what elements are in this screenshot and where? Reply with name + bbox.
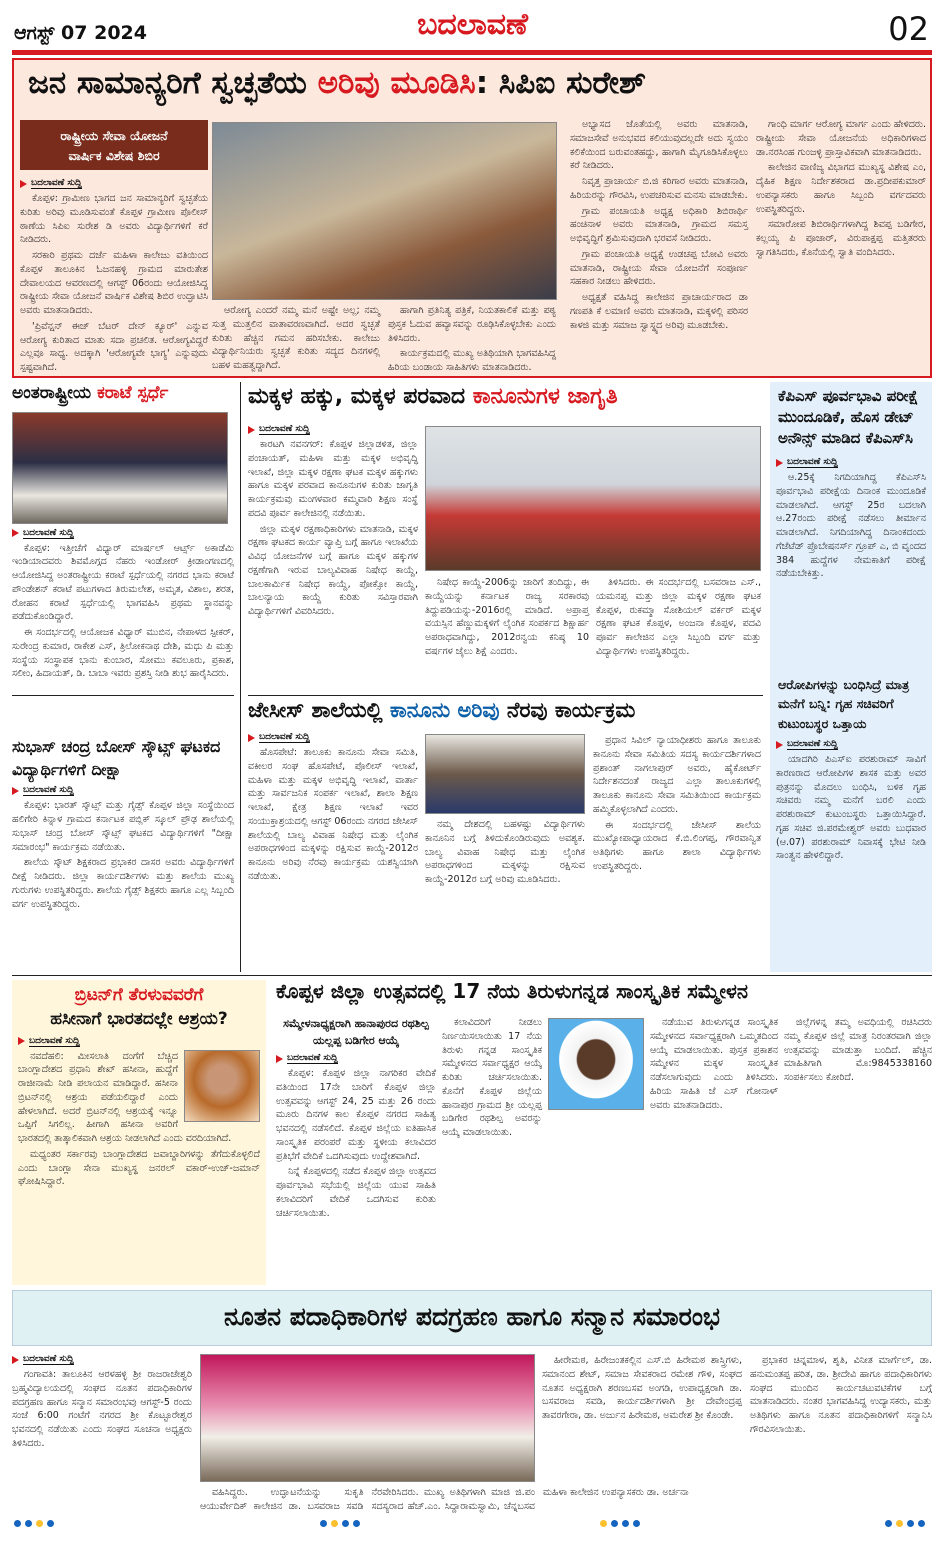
column-rule <box>240 382 241 972</box>
jcs-headline: ಜೇಸೀಸ್ ಶಾಲೆಯಲ್ಲಿ ಕಾನೂನು ಅರಿವು ನೆರವು ಕಾರ್ಯಕ್ರಮ <box>248 698 636 722</box>
hasina-article: ಬ್ರಿಟನ್‌ಗೆ ತೆರಳುವವರೆಗೆ ಹಸೀನಾಗೆ ಭಾರತದಲ್ಲೇ ಆಶ್ರಯ? ಬದಲಾವಣೆ ಸುದ್ದಿ ನವದೆಹಲಿ: ಮೀಸಲಾತಿ ದಂಗೆಗೆ ಬೆಚ್ಚಿದ ಬಾಂಗ್ಲಾದೇಶದ ಪ್ರಧಾನಿ ಶೇಖ್ ಹಸೀನಾ, ಹುದ್ದೆಗೆ ರಾಜೀನಾಮೆ ನೀಡಿ ಪಲಾಯನ ಮಾಡಿದ್ದಾರೆ. ಹಸೀನಾ ಬ್ರಿಟನ್‌ನಲ್ಲಿ ಆಶ್ರಯ ಪಡೆಯಲಿದ್ದಾರೆ ಎಂದು ಹೇಳಲಾಗಿದೆ. ಅದರೆ ಬ್ರಿಟನ್‌ನಲ್ಲಿ ಆಶ್ರಯಕ್ಕೆ ಇನ್ನೂ ಒಪ್ಪಿಗೆ ಸಿಗಲಿಲ್ಲ. ಹೀಗಾಗಿ ಹಸೀನಾ ಅವರಿಗೆ ಭಾರತದಲ್ಲಿ ತಾತ್ಕಾಲಿಕವಾಗಿ ಆಶ್ರಯ ನೀಡಲಾಗಿದೆ ಎಂದು ವರದಿಯಾಗಿದೆ. ಮಧ್ಯಂತರ ಸರ್ಕಾರವು ಬಾಂಗ್ಲಾದೇಶದ ಜವಾಬ್ದಾರಿಗಳನ್ನು ತೆಗೆದುಕೊಳ್ಳಲಿದೆ ಎಂದು ಬಾಂಗ್ಲಾ ಸೇನಾ ಮುಖ್ಯಸ್ಥ ಜನರಲ್ ವಕಾರ್-ಉಜ್-ಜಮಾನ್ ಘೋಷಿಸಿದ್ದಾರೆ. <box>12 980 266 1285</box>
children-headline: ಮಕ್ಕಳ ಹಕ್ಕು, ಮಕ್ಕಳ ಪರವಾದ ಕಾನೂನುಗಳ ಜಾಗೃತಿ <box>248 384 618 409</box>
scouts-article: ಸುಭಾಸ್ ಚಂದ್ರ ಬೋಸ್ ಸ್ಕೌಟ್ಸ್ ಘಟಕದ ವಿದ್ಯಾರ್ಥಿಗಳಿಗೆ ದೀಕ್ಷಾ ಬದಲಾವಣೆ ಸುದ್ದಿ ಕೊಪ್ಪಳ: ಭಾರತ್ ಸ್ಕೌಟ್ಸ್ ಮತ್ತು ಗೈಡ್ಸ್ ಕೊಪ್ಪಳ ಜಿಲ್ಲಾ ಸಂಸ್ಥೆಯಿಂದ ಹಲಿಗೇರಿ ಕಿನ್ನಾಳ ಗ್ರಾಮದ ಕರ್ನಾಟಕ ಪಬ್ಲಿಕ್ ಸ್ಕೂಲ್ ಪ್ರೌಢ ಶಾಲೆಯಲ್ಲಿ ಸುಭಾಸ್ ಚಂದ್ರ ಬೋಸ್ ಸ್ಕೌಟ್ಸ್ ಘಟಕದ ವಿದ್ಯಾರ್ಥಿಗಳಿಗೆ "ದೀಕ್ಷಾ ಸಮಾರಂಭ" ಕಾರ್ಯಕ್ರಮ ನಡೆಯಿತು. ಶಾಲೆಯ ಸ್ಕೌಟ್ ಶಿಕ್ಷಕರಾದ ಪ್ರಭಾಕರ ದಾಸರ ಅವರು ವಿದ್ಯಾರ್ಥಿಗಳಿಗೆ ದೀಕ್ಷೆ ನೀಡಿದರು. ಜಿಲ್ಲಾ ಕಾರ್ಯದರ್ಶಿಗಳು ಮತ್ತು ಶಾಲೆಯ ಮುಖ್ಯ ಗುರುಗಳು ಉಪಸ್ಥಿತರಿದ್ದರು. ಶಾಲೆಯ ಗೈಡ್ಸ್ ಶಿಕ್ಷಕರು ಹಾಗೂ ಎಲ್ಲ ಸಿಬ್ಬಂದಿ ವರ್ಗ ಉಪಸ್ಥಿತರಿದ್ದರು. <box>12 737 234 910</box>
byline: ಬದಲಾವಣೆ ಸುದ್ದಿ <box>248 732 418 743</box>
banner-headline-box <box>12 1290 932 1346</box>
hasina-headline: ಬ್ರಿಟನ್‌ಗೆ ತೆರಳುವವರೆಗೆ ಹಸೀನಾಗೆ ಭಾರತದಲ್ಲೇ ಆಶ್ರಯ? <box>50 985 228 1029</box>
byline: ಬದಲಾವಣೆ ಸುದ್ದಿ <box>20 178 208 189</box>
koppal-subhead: ಸಮ್ಮೇಳನಾಧ್ಯಕ್ಷರಾಗಿ ಹಾನಾಪುರದ ರಥಶಿಲ್ಪ ಯಲ್ಲಪ್ಪ ಬಡಿಗೇರ ಆಯ್ಕೆ <box>283 1017 429 1047</box>
children-photo <box>425 426 761 571</box>
lead-photo <box>212 122 557 300</box>
karate-headline: ಅಂತರಾಷ್ಟ್ರೀಯ ಕರಾಟೆ ಸ್ಪರ್ಧೆ <box>12 383 169 403</box>
page-number: 02 <box>888 10 929 48</box>
header-rule <box>12 50 932 55</box>
lead-kicker: ರಾಷ್ಟ್ರೀಯ ಸೇವಾ ಯೋಜನೆ ವಾರ್ಷಿಕ ವಿಶೇಷ ಶಿಬಿರ <box>20 120 208 170</box>
footer-ornament <box>885 1520 925 1527</box>
banner-headline: ನೂತನ ಪದಾಧಿಕಾರಿಗಳ ಪದಗ್ರಹಣ ಹಾಗೂ ಸನ್ಮಾನ ಸಮಾರಂಭ <box>223 1302 721 1331</box>
hasina-photo <box>184 1050 260 1122</box>
sidebar-news: ಕೆಪಿಎಸ್ ಪೂರ್ವಭಾವಿ ಪರೀಕ್ಷೆ ಮುಂದೂಡಿಕೆ, ಹೊಸ ಡೇಟ್ ಅನೌನ್ಸ್ ಮಾಡಿದ ಕೆಪಿಎಸ್‌ಸಿ ಬದಲಾವಣೆ ಸುದ್ದಿ ಆ.25ಕ್ಕೆ ನಿಗದಿಯಾಗಿದ್ದ ಕೆಪಿಎಸ್‌ಸಿ ಪೂರ್ವಭಾವಿ ಪರೀಕ್ಷೆಯ ದಿನಾಂಕ ಮುಂದೂಡಿಕೆ ಮಾಡಲಾಗಿದೆ. ಆಗಸ್ಟ್ 25ರ ಬದಲಾಗಿ ಆ.27ರಂದು ಪರೀಕ್ಷೆ ನಡೆಸಲು ತೀರ್ಮಾನ ಮಾಡಲಾಗಿದೆ. ನಿಗದಿಯಾಗಿದ್ದ ದಿನಾಂಕದಂದು ಗೆಜೆಟೆಡ್ ಪ್ರೊಬೇಷನರ್ಸ್ ಗ್ರೂಪ್ ಎ, ಬಿ ವೃಂದದ 384 ಹುದ್ದೆಗಳ ನೇಮಕಾತಿಗೆ ಪರೀಕ್ಷೆ ನಡೆಯಬೇಕಿತ್ತು. ಆರೋಪಿಗಳನ್ನು ಬಂಧಿಸಿದ್ರೆ ಮಾತ್ರ ಮನೆಗೆ ಬನ್ನಿ: ಗೃಹ ಸಚಿವರಿಗೆ ಕುಟುಂಬಸ್ಥರ ಒತ್ತಾಯ ಬದಲಾವಣೆ ಸುದ್ದಿ ಯಾದಗಿರಿ ಪಿಎಸ್‌ಐ ಪರಶುರಾಮ್ ಸಾವಿಗೆ ಕಾರಣರಾದ ಆರೋಪಿಗಳ ಶಾಸಕ ಮತ್ತು ಅವರ ಪುತ್ರನನ್ನು ಮೊದಲು ಬಂಧಿಸಿ, ಬಳಿಕ ಗೃಹ ಸಚಿವರು ನಮ್ಮ ಮನೆಗೆ ಬರಲಿ ಎಂದು ಪರಶುರಾಮ್ ಕುಟುಂಬಸ್ಥರು ಒತ್ತಾಯಿಸಿದ್ದಾರೆ. ಗೃಹ ಸಚಿವ ಜಿ.ಪರಮೇಶ್ವರ್ ಅವರು ಬುಧವಾರ (ಆ.07) ಪರಶುರಾಮ್ ನಿವಾಸಕ್ಕೆ ಭೇಟಿ ನೀಡಿ ಸಾಂತ್ವನ ಹೇಳಲಿದ್ದಾರೆ. <box>770 382 932 972</box>
byline: ಬದಲಾವಣೆ ಸುದ್ದಿ <box>776 739 926 750</box>
koppal-headline: ಕೊಪ್ಪಳ ಜಿಲ್ಲಾ ಉತ್ಸವದಲ್ಲಿ 17 ನೆಯ ತಿರುಳುಗನ್ನಡ ಸಾಂಸ್ಕೃತಿಕ ಸಮ್ಮೇಳನ <box>276 979 748 1003</box>
scouts-headline: ಸುಭಾಸ್ ಚಂದ್ರ ಬೋಸ್ ಸ್ಕೌಟ್ಸ್ ಘಟಕದ ವಿದ್ಯಾರ್ಥಿಗಳಿಗೆ ದೀಕ್ಷಾ <box>12 737 221 780</box>
koppal-article: ಕೊಪ್ಪಳ ಜಿಲ್ಲಾ ಉತ್ಸವದಲ್ಲಿ 17 ನೆಯ ತಿರುಳುಗನ್ನಡ ಸಾಂಸ್ಕೃತಿಕ ಸಮ್ಮೇಳನ ಸಮ್ಮೇಳನಾಧ್ಯಕ್ಷರಾಗಿ ಹಾನಾಪುರದ ರಥಶಿಲ್ಪ ಯಲ್ಲಪ್ಪ ಬಡಿಗೇರ ಆಯ್ಕೆ ಬದಲಾವಣೆ ಸುದ್ದಿ ಕೊಪ್ಪಳ: ಕೊಪ್ಪಳ ಜಿಲ್ಲಾ ನಾಗರಿಕರ ವೇದಿಕೆ ವತಿಯಿಂದ 17ನೇ ಬಾರಿಗೆ ಕೊಪ್ಪಳ ಜಿಲ್ಲಾ ಉತ್ಸವವನ್ನು ಆಗಸ್ಟ್ 24, 25 ಮತ್ತು 26 ರಂದು ಮೂರು ದಿನಗಳ ಕಾಲ ಕೊಪ್ಪಳ ನಗರದ ಸಾಹಿತ್ಯ ಭವನದಲ್ಲಿ ನಡೆಸಲಿದೆ. ಕೊಪ್ಪಳ ಜಿಲ್ಲೆಯ ಐತಿಹಾಸಿಕ ಸಾಂಸ್ಕೃತಿಕ ಪರಂಪರೆ ಮತ್ತು ಸ್ಥಳೀಯ ಕಲಾವಿದರ ಪ್ರತಿಭೆಗೆ ವೇದಿಕೆ ಒದಗಿಸುವುದು ಉದ್ದೇಶವಾಗಿದೆ. ನಿನ್ನೆ ಕೊಪ್ಪಳದಲ್ಲಿ ನಡೆದ ಕೊಪ್ಪಳ ಜಿಲ್ಲಾ ಉತ್ಸವದ ಪೂರ್ವಭಾವಿ ಸಭೆಯಲ್ಲಿ ಜಿಲ್ಲೆಯ ಯುವ ಸಾಹಿತಿ ಕಲಾವಿದರಿಗೆ ವೇದಿಕೆ ಒದಗಿಸುವ ಕುರಿತು ಚರ್ಚಿಸಲಾಯಿತು. ಕಲಾವಿದರಿಗೆ ನೀಡಲು ನಿರ್ಣಯಿಸಲಾಯಿತು 17 ನೆಯ ತಿರುಳು ಗನ್ನಡ ಸಾಂಸ್ಕೃತಿಕ ಸಮ್ಮೇಳನದ ಸರ್ವಾಧ್ಯಕ್ಷರ ಆಯ್ಕೆ ಕುರಿತು ಚರ್ಚಿಸಲಾಯಿತು. ಕೊನೆಗೆ ಕೊಪ್ಪಳ ಜಿಲ್ಲೆಯ ಹಾನಾಪುರ ಗ್ರಾಮದ ಶ್ರೀ ಯಲ್ಲಪ್ಪ ಬಡಿಗೇರ ರಥಶಿಲ್ಪ ಅವರನ್ನು ಆಯ್ಕೆ ಮಾಡಲಾಯಿತು. ನಡೆಯುವ ತಿರುಳುಗನ್ನಡ ಸಾಂಸ್ಕೃತಿಕ ಸಮ್ಮೇಳನದ ಸರ್ವಾಧ್ಯಕ್ಷರಾಗಿ ಒಮ್ಮತದಿಂದ ಆಯ್ಕೆ ಮಾಡಲಾಯಿತು. ಪುಸ್ತಕ ಪ್ರಕಾಶನ ಸಮ್ಮೇಳನ ಮಕ್ಕಳ ಸಾಂಸ್ಕೃತಿಕ ನಡೆಸಲಾಗುವುದು ಎಂದು ತಿಳಿಸಿದರು. ಹಿರಿಯ ಸಾಹಿತಿ ಜೆ ಎಸ್ ಗೋನಾಳ್ ಅವರು ಮಾತನಾಡಿದರು. ಜಿಲ್ಲೆಗಳನ್ನ ತಮ್ಮ ಅವಧಿಯಲ್ಲಿ ರಚಿಸಿದರು ನಮ್ಮ ಕೊಪ್ಪಳ ಜಿಲ್ಲೆ ಮಾತ್ರ ನಿರಂತರವಾಗಿ ಜಿಲ್ಲಾ ಉತ್ಸವವನ್ನು ಮಾಡುತ್ತಾ ಬಂದಿದೆ. ಹೆಚ್ಚಿನ ಮಾಹಿತಿಗಾಗಿ ಮೊ:9845338160 ಸಂಪರ್ಕಿಸಲು ಕೋರಿದೆ. <box>276 979 932 1219</box>
masthead-logo <box>0 8 945 43</box>
byline: ಬದಲಾವಣೆ ಸುದ್ದಿ <box>18 1036 260 1047</box>
accused-headline: ಆರೋಪಿಗಳನ್ನು ಬಂಧಿಸಿದ್ರೆ ಮಾತ್ರ ಮನೆಗೆ ಬನ್ನಿ: ಗೃಹ ಸಚಿವರಿಗೆ ಕುಟುಂಬಸ್ಥರ ಒತ್ತಾಯ <box>778 677 910 731</box>
byline: ಬದಲಾವಣೆ ಸುದ್ದಿ <box>776 457 926 468</box>
byline: ಬದಲಾವಣೆ ಸುದ್ದಿ <box>248 424 418 435</box>
byline: ಬದಲಾವಣೆ ಸುದ್ದಿ <box>12 528 234 539</box>
divider <box>12 975 932 976</box>
footer-ornament <box>600 1520 640 1527</box>
lead-col-5: ಗಾಂಧಿ ಮಾರ್ಗ ಆರೋಗ್ಯ ಮಾರ್ಗ ಎಂದು ಹೇಳಿದರು. ರಾಷ್ಟ್ರೀಯ ಸೇವಾ ಯೋಜನೆಯ ಅಧಿಕಾರಿಗಳಾದ ಡಾ.ನರಸಿಂಹ ಗುಂಜಳ್ಳಿ ಪ್ರಾಸ್ತಾವಿಕವಾಗಿ ಮಾತನಾಡಿದರು. ಕಾಲೇಜಿನ ವಾಣಿಜ್ಯ ವಿಭಾಗದ ಮುಖ್ಯಸ್ಥ ವಿಶೇಷ ಎಂ, ದೈಹಿಕ ಶಿಕ್ಷಣ ನಿರ್ದೇಶಕರಾದ ಡಾ.ಪ್ರದೀಪಕುಮಾರ್ ಉಪನ್ಯಾಸಕರು ಹಾಗೂ ಸಿಬ್ಬಂದಿ ವರ್ಗದವರು ಉಪಸ್ಥಿತರಿದ್ದರು. ಸಮಾರೋಪ ಶಿಬಿರಾರ್ಥಿಗಳಾಗಿದ್ದ ಶಿವಪ್ಪ ಬಡಿಗೇರ, ಕಲ್ಲಯ್ಯ ಪಿ ಪೂಜಾರ್, ವಿರುಪಾಕ್ಷಪ್ಪ ಮತ್ತಿತರರು ಸ್ವಾಗತಿಸಿದರು, ಕೊನೆಯಲ್ಲಿ ಸ್ವಾತಿ ವಂದಿಸಿದರು. <box>756 119 926 258</box>
jcs-photo <box>425 734 585 814</box>
karate-photo <box>12 412 228 524</box>
ceremony-article: ಬದಲಾವಣೆ ಸುದ್ದಿ ಗಂಗಾವತಿ: ತಾಲೂಕಿನ ಆರಳಹಳ್ಳಿ ಶ್ರೀ ರಾಜರಾಜೇಶ್ವರಿ ಬ್ರಹ್ಮವಿದ್ಯಾಲಯದಲ್ಲಿ ಸಂಘದ ನೂತನ ಪದಾಧಿಕಾರಿಗಳ ಪದಗ್ರಹಣ ಹಾಗೂ ಸನ್ಮಾನ ಸಮಾರಂಭವು ಆಗಸ್ಟ್-5 ರಂದು ಸಂಜೆ 6:00 ಗಂಟೆಗೆ ನಗರದ ಶ್ರೀ ಕೊಟ್ಟೂರೇಶ್ವರ ಭವನದಲ್ಲಿ ನಡೆಯಿತು ಎಂದು ಸಂಘದ ಸೂಚನಾ ಅಧ್ಯಕ್ಷರು ತಿಳಿಸಿದರು. ವಹಿಸಿದ್ದರು. ಉದ್ಘಾಟನೆಯನ್ನು ಸುಕೃತಿ ಆಯುರ್ವೇದಿಕ್ ಕಾಲೇಜಿನ ಡಾ. ಬಸವರಾಜ ಸವಡಿ ನೆರವೇರಿಸಿದರು. ಮುಖ್ಯ ಅತಿಥಿಗಳಾಗಿ ಮಾಜಿ ಜಿ.ಪಂ ಸದಸ್ಯರಾದ ಹೆಚ್.ಎಂ. ಸಿದ್ದಾರಾಮಸ್ವಾಮಿ, ಚೆನ್ನಬಸವ ಮಹಿಳಾ ಕಾಲೇಜಿನ ಉಪನ್ಯಾಸಕರು ಡಾ. ಅರ್ಚನಾ ಹೀರೇಮಠ, ಹಿರೇಜಂತಕಲ್ಲಿನ ಎಸ್.ಬಿ ಹಿರೇಮಠ ಶಾಸ್ತ್ರಿಗಳು, ಸಮಾನಂದ ಶೇಟ್, ಸಮಾಜ ಸೇವಕರಾದ ರಮೇಶ ಗೌಳಿ, ಸಂಘದ ನೂತನ ಅಧ್ಯಕ್ಷರಾಗಿ ಶರಣಬಸವ ಅಂಗಡಿ, ಉಪಾಧ್ಯಕ್ಷರಾಗಿ ಡಾ. ಬಸವರಾಜ ಸವಡಿ, ಕಾರ್ಯದರ್ಶಿಗಳಾಗಿ ಶ್ರೀ ದೇವೇಂದ್ರಪ್ಪ ತಾವರಗೇರಾ, ಡಾ. ಅರ್ಜುನ ಹಿರೇಮಠ, ಅಮರೇಶ ಶ್ರೀ ಕೊಂಡೇ. ಪ್ರಭಾಕರ ಚಿನ್ನಮಾಳ, ಶೃತಿ, ವಿನೀತ ಮಾರ್ಗೆಲ್, ಡಾ. ಹನುಮಂತಪ್ಪ ಹರಿತ, ಡಾ. ಶ್ರೀದೇವಿ ಹಾಗೂ ಪದಾಧಿಕಾರಿಗಳು ಸಂಘದ ಮುಂದಿನ ಕಾರ್ಯಚಟುವಟಿಕೆಗಳ ಬಗ್ಗೆ ಮಾತನಾಡಿದರು. ನಂತರ ಭಾಗವಹಿಸಿದ್ದ ಉದ್ಯಾಸಕರು, ಮತ್ತು ಅತಿಥಿಗಳು ಹಾಗೂ ನೂತನ ಪದಾಧಿಕಾರಿಗಳಿಗೆ ಸನ್ಮಾನಿಸಿ ಗೌರವಿಸಲಾಯಿತು. <box>12 1354 932 1512</box>
byline: ಬದಲಾವಣೆ ಸುದ್ದಿ <box>12 1354 192 1365</box>
lead-story <box>12 58 932 378</box>
kps-headline: ಕೆಪಿಎಸ್ ಪೂರ್ವಭಾವಿ ಪರೀಕ್ಷೆ ಮುಂದೂಡಿಕೆ, ಹೊಸ ಡೇಟ್ ಅನೌನ್ಸ್ ಮಾಡಿದ ಕೆಪಿಎಸ್‌ಸಿ <box>778 387 919 447</box>
byline: ಬದಲಾವಣೆ ಸುದ್ದಿ <box>276 1053 436 1064</box>
byline: ಬದಲಾವಣೆ ಸುದ್ದಿ <box>12 785 234 796</box>
footer-ornament <box>320 1520 360 1527</box>
jcs-article: ಜೇಸೀಸ್ ಶಾಲೆಯಲ್ಲಿ ಕಾನೂನು ಅರಿವು ನೆರವು ಕಾರ್ಯಕ್ರಮ ಬದಲಾವಣೆ ಸುದ್ದಿ ಹೊಸಪೇಟೆ: ತಾಲೂಕು ಕಾನೂನು ಸೇವಾ ಸಮಿತಿ, ವಕೀಲರ ಸಂಘ ಹೊಸಪೇಟೆ, ಪೊಲೀಸ್ ಇಲಾಖೆ, ಮಹಿಳಾ ಮತ್ತು ಮಕ್ಕಳ ಅಭಿವೃದ್ಧಿ ಇಲಾಖೆ, ವಾರ್ತಾ ಮತ್ತು ಸಾರ್ವಜನಿಕ ಸಂಪರ್ಕ ಇಲಾಖೆ, ಶಾಲಾ ಶಿಕ್ಷಣ ಇಲಾಖೆ, ಕ್ಷೇತ್ರ ಶಿಕ್ಷಣ ಇಲಾಖೆ ಇವರ ಸಂಯುಕ್ತಾಶ್ರಯದಲ್ಲಿ ಆಗಸ್ಟ್ 06ರಂದು ನಗರದ ಜೇಸೀಸ್ ಶಾಲೆಯಲ್ಲಿ ಬಾಲ್ಯ ವಿವಾಹ ನಿಷೇಧ ಮತ್ತು ಲೈಂಗಿಕ ಅಪರಾಧಗಳಿಂದ ಮಕ್ಕಳನ್ನು ರಕ್ಷಿಸುವ ಕಾಯ್ದೆ-2012ರ ಕಾನೂನು ಅರಿವು ನೆರವು ಕಾರ್ಯಕ್ರಮ ಯಶಸ್ವಿಯಾಗಿ ನಡೆಯಿತು. ನಮ್ಮ ದೇಶದಲ್ಲಿ ಬಹಳಷ್ಟು ವಿದ್ಯಾರ್ಥಿಗಳು ಕಾನೂನಿನ ಬಗ್ಗೆ ತಿಳಿದುಕೊಂಡಿರುವುದು ಅವಶ್ಯಕ. ಬಾಲ್ಯ ವಿವಾಹ ನಿಷೇಧ ಮತ್ತು ಲೈಂಗಿಕ ಅಪರಾಧಗಳಿಂದ ಮಕ್ಕಳನ್ನು ರಕ್ಷಿಸುವ ಕಾಯ್ದೆ-2012ರ ಬಗ್ಗೆ ಅರಿವು ಮೂಡಿಸಿದರು. ಪ್ರಧಾನ ಸಿವಿಲ್ ನ್ಯಾಯಾಧೀಶರು ಹಾಗೂ ತಾಲೂಕು ಕಾನೂನು ಸೇವಾ ಸಮಿತಿಯ ಸದಸ್ಯ ಕಾರ್ಯದರ್ಶಿಗಳಾದ ಪ್ರಶಾಂತ್ ನಾಗಲಾಪುರ್ ಅವರು, ಹೈಕೋರ್ಟ್ ನಿರ್ದೇಶನದಂತೆ ರಾಜ್ಯದ ಎಲ್ಲಾ ತಾಲೂಕುಗಳಲ್ಲಿ ತಾಲೂಕು ಕಾನೂನು ಸೇವಾ ಸಮಿತಿಯಿಂದ ಕಾರ್ಯಕ್ರಮ ಹಮ್ಮಿಕೊಳ್ಳಲಾಗಿದೆ ಎಂದರು. ಈ ಸಂದರ್ಭದಲ್ಲಿ ಜೇಸೀಸ್ ಶಾಲೆಯ ಮುಖ್ಯೋಪಾಧ್ಯಾಯರಾದ ಕೆ.ಬಿ.ಲಿಂಗಪ್ಪ, ಗೌರವಾನ್ವಿತ ಅತಿಥಿಗಳು ಹಾಗೂ ಶಾಲಾ ವಿದ್ಯಾರ್ಥಿಗಳು ಉಪಸ್ಥಿತರಿದ್ದರು. <box>248 698 761 886</box>
masthead-text: ಬದಲಾವಣೆ <box>417 7 528 42</box>
ceremony-photo <box>200 1354 535 1482</box>
children-rights-article: ಮಕ್ಕಳ ಹಕ್ಕು, ಮಕ್ಕಳ ಪರವಾದ ಕಾನೂನುಗಳ ಜಾಗೃತಿ ಬದಲಾವಣೆ ಸುದ್ದಿ ಕಾರಟಗಿ ನವನಗರ್: ಕೊಪ್ಪಳ ಜಿಲ್ಲಾಡಳಿತ, ಜಿಲ್ಲಾ ಪಂಚಾಯತ್, ಮಹಿಳಾ ಮತ್ತು ಮಕ್ಕಳ ಅಭಿವೃದ್ಧಿ ಇಲಾಖೆ, ಜಿಲ್ಲಾ ಮಕ್ಕಳ ರಕ್ಷಣಾ ಘಟಕ ಮಕ್ಕಳ ಹಕ್ಕುಗಳು ಹಾಗೂ ಮಕ್ಕಳ ಪರವಾದ ಕಾನೂನುಗಳ ಕುರಿತು ಜಾಗೃತಿ ಕಾರ್ಯಕ್ರಮವು ಮಂಗಳವಾರ ಕಮ್ಮವಾರಿ ಶಿಕ್ಷಣ ಸಂಸ್ಥೆ ಪದವಿ ಪೂರ್ವ ಕಾಲೇಜಿನಲ್ಲಿ ನಡೆಯಿತು. ಜಿಲ್ಲಾ ಮಕ್ಕಳ ರಕ್ಷಣಾಧಿಕಾರಿಗಳು ಮಾತನಾಡಿ, ಮಕ್ಕಳ ರಕ್ಷಣಾ ಘಟಕದ ಕಾರ್ಯ ವ್ಯಾಪ್ತಿ ಬಗ್ಗೆ ಹಾಗೂ ಇಲಾಖೆಯ ವಿವಿಧ ಯೋಜನೆಗಳ ಬಗ್ಗೆ ಹಾಗೂ ಮಕ್ಕಳ ಹಕ್ಕುಗಳ ರಕ್ಷಣೆಗಾಗಿ ಇರುವ ಬಾಲ್ಯವಿವಾಹ ನಿಷೇಧ ಕಾಯ್ದೆ, ಬಾಲಕಾರ್ಮಿಕ ನಿಷೇಧ ಕಾಯ್ದೆ, ಪೋಕ್ಸೋ ಕಾಯ್ದೆ, ಬಾಲನ್ಯಾಯ ಕಾಯ್ದೆ ಕುರಿತು ಸವಿಸ್ತಾರವಾಗಿ ವಿದ್ಯಾರ್ಥಿಗಳಿಗೆ ವಿವರಿಸಿದರು. ನಿಷೇಧ ಕಾಯ್ದೆ-2006ನ್ನು ಜಾರಿಗೆ ತಂದಿದ್ದು, ಈ ಕಾಯ್ದೆಯನ್ನು ಕರ್ನಾಟಕ ರಾಜ್ಯ ಸರಕಾರವು ತಿದ್ದುಪಡಿಯನ್ನು-2016ರಲ್ಲಿ ಮಾಡಿದೆ. ಅಪ್ರಾಪ್ತ ವಯಸ್ಸಿನ ಹೆಣ್ಣುಮಕ್ಕಳಿಗೆ ಲೈಂಗಿಕ ಸಂಪರ್ಕದ ಶಿಕ್ಷಾರ್ಹ ಅಪರಾಧವಾಗಿದ್ದು, 2012ರನ್ವಯ ಕನಿಷ್ಠ 10 ವರ್ಷಗಳ ಜೈಲು ಶಿಕ್ಷೆ ಎಂದರು. ತಿಳಿಸಿದರು. ಈ ಸಂದರ್ಭದಲ್ಲಿ ಬಸವರಾಜ ಎಸ್., ಯಮನಪ್ಪ ಮತ್ತು ಜಿಲ್ಲಾ ಮಕ್ಕಳ ರಕ್ಷಣಾ ಘಟಕ ಕೊಪ್ಪಳ, ರುಕಮ್ಮಾ ಸೋಶಿಯಲ್ ವರ್ಕರ್ ಮಕ್ಕಳ ರಕ್ಷಣಾ ಘಟಕ ಕೊಪ್ಪಳ, ಅಂಜನಾ ಕೊಪ್ಪಳ, ಪದವಿ ಪೂರ್ವ ಕಾಲೇಜಿನ ಎಲ್ಲಾ ಸಿಬ್ಬಂದಿ ವರ್ಗ ಮತ್ತು ವಿದ್ಯಾರ್ಥಿಗಳು ಉಪಸ್ಥಿತರಿದ್ದರು. <box>248 384 761 657</box>
lead-col-4: ಅಭ್ಯಾಸದ ಜೊತೆಯಲ್ಲಿ ಅವರು ಮಾತನಾಡಿ, ಸಮಾಜಸೇವೆ ಅನುಭವದ ಕಲಿಯುವುದಲ್ಲದೇ ಅದು ಸ್ವಯಂ ಕಲಿಕೆಯಿಂದ ಬರುವಂತಹದ್ದು, ಹಾಗಾಗಿ ಮೈಗೂಡಿಸಿಕೊಳ್ಳಲು ಕರೆ ನೀಡಿದರು. ನಿವೃತ್ತ ಪ್ರಾಚಾರ್ಯ ಬಿ.ಜಿ ಕರಿಗಾರ ಅವರು ಮಾತನಾಡಿ, ಹಿರಿಯರನ್ನು ಗೌರವಿಸಿ, ಉಪಚರಿಸುವ ಮನಸು ಮಾಡಬೇಕು. ಗ್ರಾಮ ಪಂಚಾಯತಿ ಅಧ್ಯಕ್ಷ ಅಧಿಕಾರಿ ಶಿಬಿರಾರ್ಥಿ ಹಂಚಿನಾಳ ಅವರು ಮಾತನಾಡಿ, ಗ್ರಾಮದ ಸಮಸ್ತ ಅಭಿವೃದ್ಧಿಗೆ ಶ್ರಮಿಸುವುದಾಗಿ ಭರವಸೆ ನೀಡಿದರು. ಗ್ರಾಮ ಪಂಚಾಯತಿ ಅಧ್ಯಕ್ಷೆ ಉಡಚಪ್ಪ ಬೋವಿ ಅವರು ಮಾತನಾಡಿ, ರಾಷ್ಟ್ರೀಯ ಸೇವಾ ಯೋಜನೆಗೆ ಸಂಪೂರ್ಣ ಸಹಕಾರ ನೀಡಲು ಹೇಳಿದರು. ಅಧ್ಯಕ್ಷತೆ ವಹಿಸಿದ್ದ ಕಾಲೇಜಿನ ಪ್ರಾಚಾರ್ಯರಾದ ಡಾ ಗಣಪತಿ ಕೆ ಲಮಾಣಿ ಅವರು ಮಾತನಾಡಿ, ಮಕ್ಕಳಲ್ಲಿ ಪರಿಸರ ಕಾಳಜಿ ಮತ್ತು ಸಮಾಜ ಸ್ವಾಸ್ಥ್ಯದ ಅರಿವು ಮೂಡಬೇಕು. <box>570 119 748 331</box>
lead-col-2: ಆರೋಗ್ಯ ಎಂದರೆ ನಮ್ಮ ಮನೆ ಅಷ್ಟೇ ಅಲ್ಲ; ನಮ್ಮ ಸುತ್ತ ಮುತ್ತಲಿನ ವಾತಾವರಣವಾಗಿದೆ. ಅದರ ಸ್ವಚ್ಛತೆ ಕುರಿತು ಹೆಚ್ಚಿನ ಗಮನ ಹರಿಸಬೇಕು. ಕಾಲೇಜು ವಿದ್ಯಾರ್ಥಿನಿಯರು ಸ್ವಚ್ಛತೆ ಕುರಿತು ಸದ್ಯದ ದಿನಗಳಲ್ಲಿ ಬಹಳ ಮಹತ್ವದ್ದಾಗಿದೆ. <box>212 305 380 372</box>
karate-article: ಅಂತರಾಷ್ಟ್ರೀಯ ಕರಾಟೆ ಸ್ಪರ್ಧೆ ಬದಲಾವಣೆ ಸುದ್ದಿ ಕೊಪ್ಪಳ: ಇತ್ತೀಚೆಗೆ ವಿಧ್ಯಾರ್ ಮಾರ್ಷಲ್ ಆರ್ಟ್ಸ್ ಅಕಾಡೆಮಿ ಇಂಡಿಯಾದವರು ಶಿವಮೊಗ್ಗದ ನೆಹರು ಇಂಡೋರ್ ಕ್ರೀಡಾಂಗಣದಲ್ಲಿ ಆಯೋಜಿಸಿದ್ದ ಅಂತರಾಷ್ಟ್ರೀಯ ಕರಾಟೆ ಸ್ಪರ್ಧೆಯಲ್ಲಿ ನಗರದ ಭಾನು ಕರಾಟೆ ಪೌಂಡೇಶನ್ ಕರಾಟೆ ಪಟುಗಳಾದ ತಿರುಮಲೇಶ, ಅಮೃತ, ವಿಶಾಲ, ಶರತ, ರೋಹನ ಕರಾಟೆ ಸ್ಪರ್ಧೆಯಲ್ಲಿ ಭಾಗವಹಿಸಿ ಪ್ರಥಮ ಸ್ಥಾನವನ್ನು ಪಡೆದುಕೊಂಡಿದ್ದಾರೆ. ಈ ಸಂದರ್ಭದಲ್ಲಿ ಆಯೋಜಕ ವಿಧ್ಯಾರ್ ಮುಬಿನ, ನೇಪಾಳದ ಸ್ಪೀಕರ್, ಸುರೇಂದ್ರ ಕುಮಾರ, ರಾಕೇಶ ಎಸ್, ತ್ರಿಲೋಕನಾಥ ದೇಶಿ, ಮಧು ಪಿ ಮತ್ತು ಸಂಸ್ಥೆಯ ಸಂಸ್ಥಾಪಕ ಭಾನು ಕುಂಬಾರ, ಸೋಮು ಕವಲೂರು, ಪ್ರಕಾಶ, ಸಲೀಂ, ಹಿದಾಯತ್, ಡಿ. ಬಾಬಾ ಇವರು ಪ್ರಶಸ್ತಿ ನೀಡಿ ಶುಭ ಹಾರೈಸಿದರು. <box>12 383 234 680</box>
footer-ornament <box>14 1520 54 1527</box>
divider <box>248 695 763 696</box>
lead-col-3: ಹಾಗಾಗಿ ಪ್ರತಿನಿತ್ಯ ಪತ್ರಿಕೆ, ನಿಯತಕಾಲಿಕೆ ಮತ್ತು ಪಠ್ಯ ಪುಸ್ತಕ ಓದುವ ಹವ್ಯಾಸವನ್ನು ರೂಢಿಸಿಕೊಳ್ಳಬೇಕು ಎಂದು ತಿಳಿಸಿದರು. ಕಾರ್ಯಕ್ರಮದಲ್ಲಿ ಮುಖ್ಯ ಅತಿಥಿಯಾಗಿ ಭಾಗವಹಿಸಿದ್ದ ಹಿರಿಯ ಬಂಡಾಯ ಸಾಹಿತಿಗಳು ಮಾತನಾಡಿದರು. <box>388 305 556 374</box>
lead-headline: ಜನ ಸಾಮಾನ್ಯರಿಗೆ ಸ್ವಚ್ಛತೆಯ ಅರಿವು ಮೂಡಿಸಿ: ಸಿಪಿಐ ಸುರೇಶ್ <box>28 65 647 101</box>
lead-col-1: ಬದಲಾವಣೆ ಸುದ್ದಿ ಕೊಪ್ಪಳ: ಗ್ರಾಮೀಣ ಭಾಗದ ಜನ ಸಾಮಾನ್ಯರಿಗೆ ಸ್ವಚ್ಛತೆಯ ಕುರಿತು ಅರಿವು ಮೂಡಿಸುವಂತೆ ಕೊಪ್ಪಳ ಗ್ರಾಮೀಣ ಪೊಲೀಸ್ ಠಾಣೆಯ ಸಿಪಿಐ ಸುರೇಶ ಡಿ ಅವರು ವಿದ್ಯಾರ್ಥಿಗಳಿಗೆ ಕರೆ ನೀಡಿದರು. ಸರಕಾರಿ ಪ್ರಥಮ ದರ್ಜೆ ಮಹಿಳಾ ಕಾಲೇಜು ವತಿಯಿಂದ ಕೊಪ್ಪಳ ತಾಲೂಕಿನ ಓಜನಹಳ್ಳಿ ಗ್ರಾಮದ ಮಾರುತೇಶ ದೇವಾಲಯದ ಆವರಣದಲ್ಲಿ ಆಗಸ್ಟ್ 06ರಂದು ಆಯೋಜಿಸಿದ್ದ ರಾಷ್ಟ್ರೀಯ ಸೇವಾ ಯೋಜನೆ ವಾರ್ಷಿಕ ವಿಶೇಷ ಶಿಬಿರ ಉದ್ಘಾಟಿಸಿ ಅವರು ಮಾತನಾಡಿದರು. 'ಪ್ರಿವೆನ್ಷನ್ ಈಜ್ ಬೆಟರ್ ದೇನ್ ಕ್ಯೂರ್' ಎನ್ನುವ ಆರೋಗ್ಯ ಕುರಿತಾದ ಮಾತು ಸದಾ ಪ್ರಚಲಿತ. ಆರೋಗ್ಯವಿದ್ದರೆ ಎಲ್ಲವೂ ಸಾಧ್ಯ. ಅದಕ್ಕಾಗಿ 'ಆರೋಗ್ಯವೇ ಭಾಗ್ಯ' ಎನ್ನುವುದು ಸ್ಪಷ್ಟವಾಗಿದೆ. <box>20 178 208 374</box>
president-photo <box>548 1018 644 1110</box>
page-date: ಆಗಸ್ಟ್ 07 2024 <box>14 22 147 44</box>
divider <box>12 695 234 696</box>
